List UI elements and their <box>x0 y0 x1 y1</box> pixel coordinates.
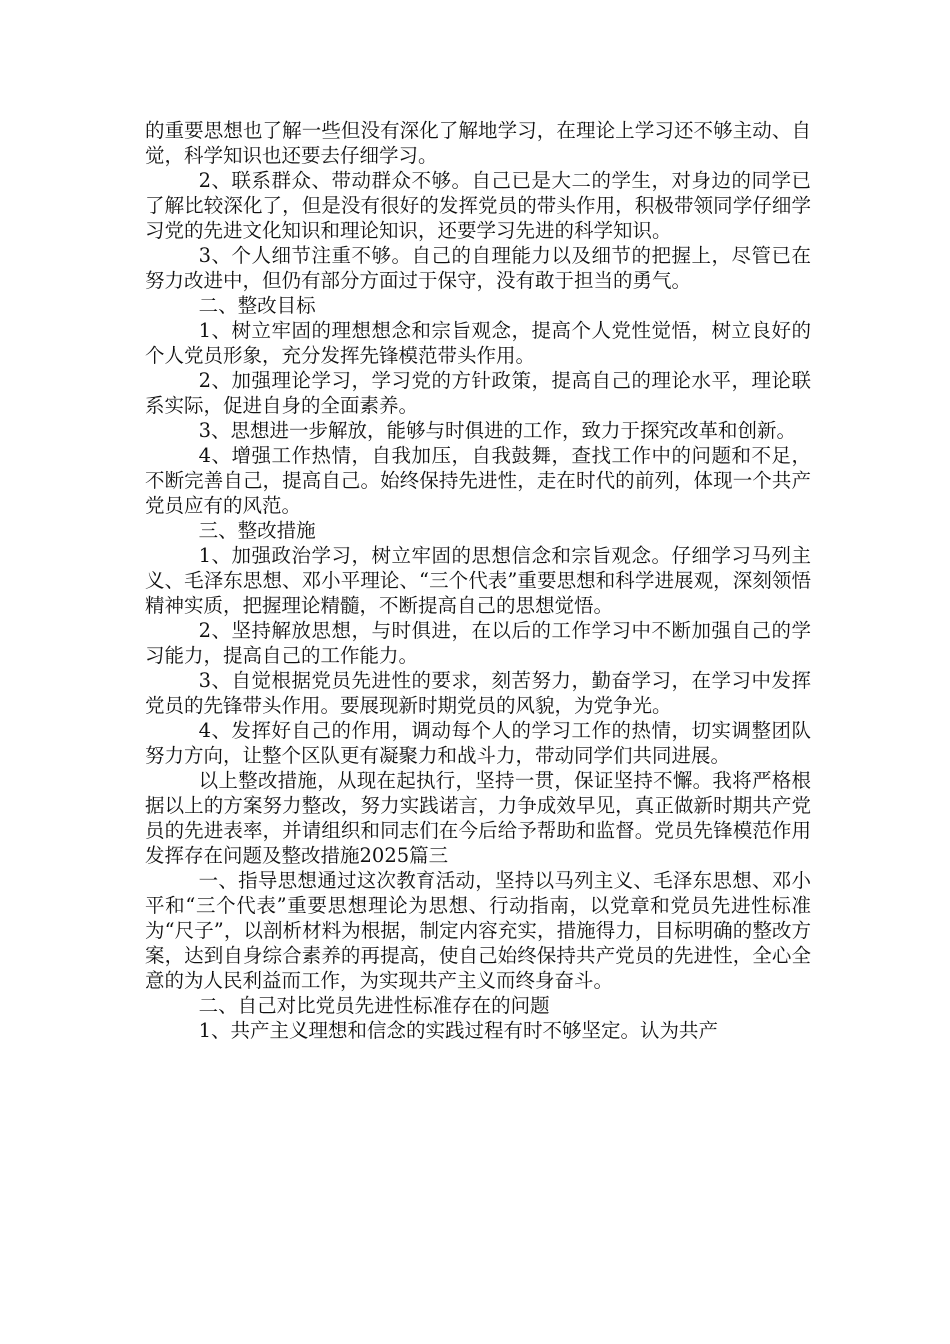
paragraph-continuation: 的重要思想也了解一些但没有深化了解地学习，在理论上学习还不够主动、自觉，科学知识也还要去仔细学习。 <box>145 119 811 167</box>
paragraph-problem-3: 3、个人细节注重不够。自己的自理能力以及细节的把握上，尽管已在努力改进中，但仍有部分方面过于保守，没有敢于担当的勇气。 <box>145 244 811 292</box>
paragraph-conclusion: 以上整改措施，从现在起执行，坚持一贯，保证坚持不懈。我将严格根据以上的方案努力整改，努力实践诺言，力争成效早见，真正做新时期共产党员的先进表率，并请组织和同志们在今后给予帮助和监督。党员先锋模范作用发挥存在问题及整改措施2025篇三 <box>145 769 811 867</box>
document-body <box>145 118 811 1043</box>
paragraph-problem-2: 2、联系群众、带动群众不够。自己已是大二的学生，对身边的同学已了解比较深化了，但是没有很好的发挥党员的带头作用，积极带领同学仔细学习党的先进文化知识和理论知识，还要学习先进的科学知识。 <box>145 169 811 242</box>
paragraph-measure-1: 1、加强政治学习，树立牢固的思想信念和宗旨观念。仔细学习马列主义、毛泽东思想、邓小平理论、“三个代表”重要思想和科学进展观，深刻领悟精神实质，把握理论精髓，不断提高自己的思想觉悟。 <box>145 544 811 617</box>
paragraph-goal-4: 4、增强工作热情，自我加压，自我鼓舞，查找工作中的问题和不足，不断完善自己，提高自己。始终保持先进性，走在时代的前列，体现一个共产党员应有的风范。 <box>145 444 811 517</box>
paragraph-problem-list-1: 1、共产主义理想和信念的实践过程有时不够坚定。认为共产 <box>198 1019 719 1042</box>
paragraph-goal-3: 3、思想进一步解放，能够与时俱进的工作，致力于探究改革和创新。 <box>198 419 797 442</box>
paragraph-guiding-thought: 一、指导思想通过这次教育活动，坚持以马列主义、毛泽东思想、邓小平和“三个代表”重要思想理论为思想、行动指南，以党章和党员先进性标准为“尺子”，以剖析材料为根据，制定内容充实，措施得力，目标明确的整改方案，达到自身综合素养的再提高，使自己始终保持共产党员的先进性，全心全意的为人民利益而工作，为实现共产主义而终身奋斗。 <box>145 869 811 992</box>
section-heading-goals: 二、整改目标 <box>198 294 316 317</box>
paragraph-measure-3: 3、自觉根据党员先进性的要求，刻苦努力，勤奋学习，在学习中发挥党员的先锋带头作用。要展现新时期党员的风貌，为党争光。 <box>145 669 811 717</box>
paragraph-measure-2: 2、坚持解放思想，与时俱进，在以后的工作学习中不断加强自己的学习能力，提高自己的工作能力。 <box>145 619 811 667</box>
section-heading-problems: 二、自己对比党员先进性标准存在的问题 <box>198 994 550 1017</box>
paragraph-goal-1: 1、树立牢固的理想想念和宗旨观念，提高个人党性觉悟，树立良好的个人党员形象，充分发挥先锋模范带头作用。 <box>145 319 811 367</box>
paragraph-measure-4: 4、发挥好自己的作用，调动每个人的学习工作的热情，切实调整团队努力方向，让整个区队更有凝聚力和战斗力，带动同学们共同进展。 <box>145 719 811 767</box>
paragraph-goal-2: 2、加强理论学习，学习党的方针政策，提高自己的理论水平，理论联系实际，促进自身的全面素养。 <box>145 369 811 417</box>
section-heading-measures: 三、整改措施 <box>198 519 316 542</box>
